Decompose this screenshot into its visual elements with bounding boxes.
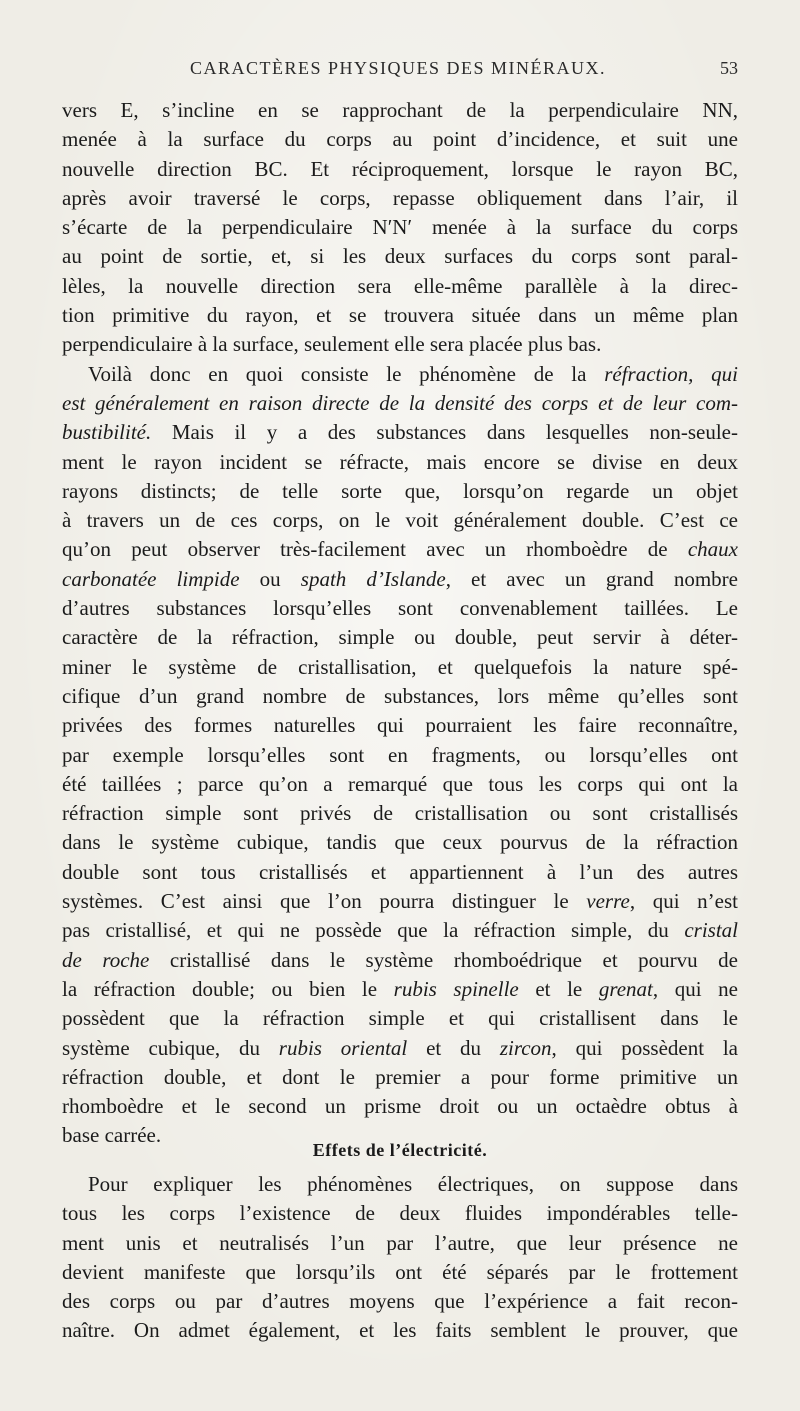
page-number: 53 [720,58,738,78]
text-line: à travers un de ces corps, on le voit généralement double. C’est ce [62,508,738,533]
text-run: , qui n’est [629,889,738,914]
running-title: CARACTÈRES PHYSIQUES DES MINÉRAUX. [189,58,607,78]
text-line: naître. On admet également, et les faits semblent le prouver, que [62,1318,738,1343]
text-line: vers E, s’incline en se rapprochant de la perpendiculaire NN, [62,98,738,122]
italic-run: réfraction, qui [604,361,738,386]
text-line: privées des formes naturelles qui pourraient les faire reconnaître, [62,713,738,738]
text-line: double sont tous cristallisés et appartiennent à l’un des autres [62,859,738,884]
italic-run: cristal [684,918,738,943]
italic-run: bustibilité. [62,420,152,445]
italic-run: est généralement en raison directe de la densité des corps et de leur com- [62,390,738,415]
italic-run: rubis oriental [278,1035,408,1060]
running-head [58,58,738,88]
text-line [62,916,738,945]
text-line: base carrée. [62,1123,162,1148]
text-run: et du [407,1035,500,1060]
text-line: Pour expliquer les phénomènes électriques, on suppose dans [88,1172,738,1196]
text-line [62,418,738,447]
text-line: lèles, la nouvelle direction sera elle-même parallèle à la direc- [62,273,738,298]
text-line: dans le système cubique, tandis que ceux pourvus de la réfraction [62,830,738,855]
text-line [62,887,738,916]
text-line: rhomboèdre et le second un prisme droit ou un octaèdre obtus à [62,1094,738,1119]
italic-run: carbonatée limpide [62,566,240,591]
text-line: ment unis et neutralisés l’un par l’autre, que leur présence ne [62,1230,738,1255]
text-line: tion primitive du rayon, et se trouvera située dans un même plan [62,303,738,328]
text-line: perpendiculaire à la surface, seulement elle sera placée plus bas. [62,332,602,357]
text-line: après avoir traversé le corps, repasse obliquement dans l’air, il [62,185,738,210]
italic-run: de roche [62,947,150,972]
text-line: nouvelle direction BC. Et réciproquement, lorsque le rayon BC, [62,156,738,181]
text-line [62,946,738,975]
text-line: menée à la surface du corps au point d’incidence, et suit une [62,127,738,152]
text-line: été taillées ; parce qu’on a remarqué que tous les corps qui ont la [62,771,738,796]
text-line [62,565,738,594]
text-run: qu’on peut observer très-facilement avec un rhomboèdre de [62,537,688,562]
text-line: miner le système de cristallisation, et quelquefois la nature spé- [62,654,738,679]
italic-run: rubis spinelle [393,976,519,1001]
text-run: pas cristallisé, et qui ne possède que la réfraction simple, du [62,918,685,943]
text-line: des corps ou par d’autres moyens que l’expérience a fait recon- [62,1289,738,1314]
text-line [62,389,738,418]
text-line [62,360,738,389]
text-line: cifique d’un grand nombre de substances, lors même qu’elles sont [62,683,738,708]
text-line: ment le rayon incident se réfracte, mais encore se divise en deux [62,449,738,474]
text-run: , qui possèdent la [551,1035,738,1060]
text-run: et le [518,976,599,1001]
section-heading: Effets de l’électricité. [312,1140,488,1160]
text-run: systèmes. C’est ainsi que l’on pourra distinguer le [62,889,587,914]
text-run: , qui ne [652,976,738,1001]
text-line: caractère de la réfraction, simple ou double, peut servir à déter- [62,625,738,650]
text-run: cristallisé dans le système rhomboédrique et pourvu de [149,947,738,972]
italic-run: spath d’Islande [300,566,446,591]
main-text [62,96,738,1151]
text-line: réfraction double, et dont le premier a pour forme primitive un [62,1064,738,1089]
text-run: Mais il y a des substances dans lesquelles non-seule- [151,420,738,445]
text-line: réfraction simple sont privés de cristallisation ou sont cristallisés [62,801,738,826]
text-line [62,535,738,564]
text-line: devient manifeste que lorsqu’ils ont été séparés par le frottement [62,1259,738,1284]
text-line: possèdent que la réfraction simple et qui cristallisent dans le [62,1006,738,1031]
text-run: Voilà donc en quoi consiste le phénomène de la [88,361,605,386]
text-line [62,975,738,1004]
section-text [62,1170,738,1346]
text-line: d’autres substances lorsqu’elles sont convenablement taillées. Le [62,596,738,621]
text-run: système cubique, du [62,1035,279,1060]
text-run: , et avec un grand nombre [445,566,738,591]
text-run: la réfraction double; ou bien le [62,976,394,1001]
text-run: ou [239,566,301,591]
text-line [62,1034,738,1063]
text-line: s’écarte de la perpendiculaire N′N′ menée à la surface du corps [62,215,738,240]
italic-run: zircon [499,1035,552,1060]
text-line: par exemple lorsqu’elles sont en fragments, ou lorsqu’elles ont [62,742,738,767]
italic-run: chaux [687,537,738,562]
text-line: au point de sortie, et, si les deux surfaces du corps sont paral- [62,244,738,269]
text-line: rayons distincts; de telle sorte que, lorsqu’on regarde un objet [62,478,738,503]
italic-run: grenat [598,976,653,1001]
text-line: tous les corps l’existence de deux fluides impondérables telle- [62,1201,738,1226]
italic-run: verre [586,889,630,914]
